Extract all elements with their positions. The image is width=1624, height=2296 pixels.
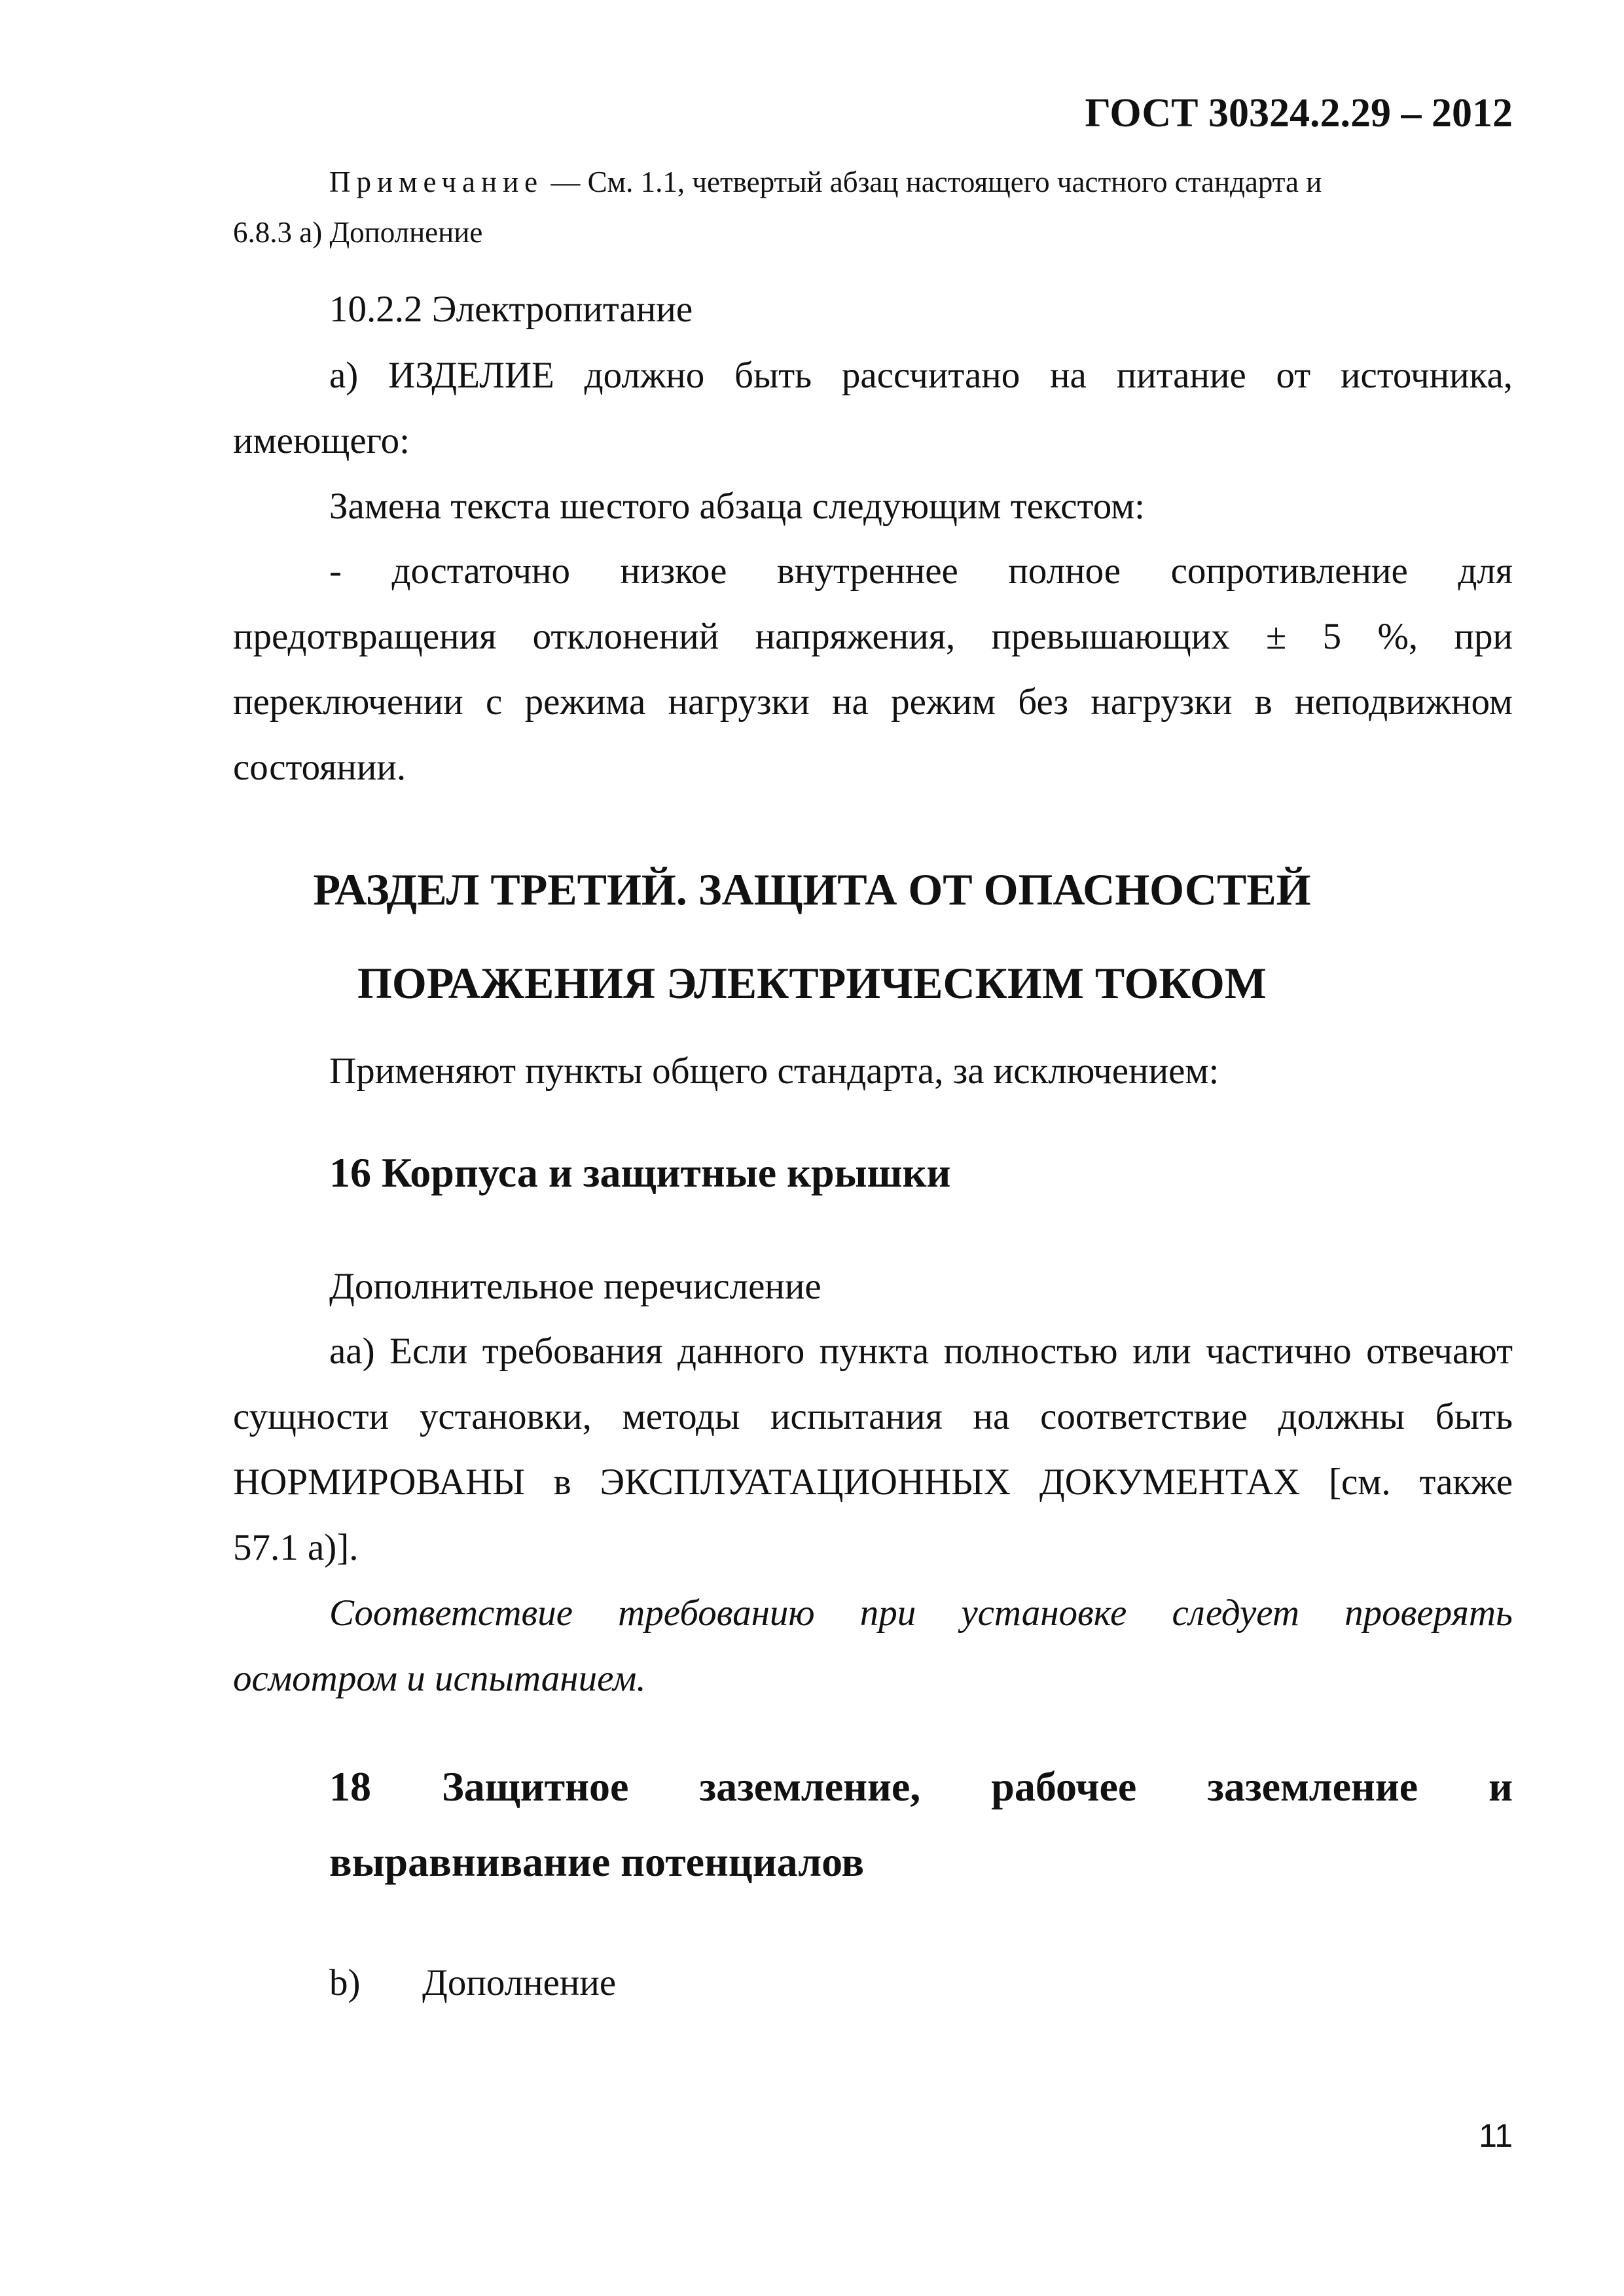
clause-18-title-line-1 xyxy=(329,1763,1513,1811)
b-text: Дополнение xyxy=(422,1962,617,2003)
item-line-2: предотвращения отклонений напряжения, превышающих ± 5 %, при xyxy=(233,616,1513,657)
clause-10-2-2-title: 10.2.2 Электропитание xyxy=(329,289,693,330)
aa-line-1: аа) Если требования данного пункта полностью или частично отвечают xyxy=(329,1331,1513,1372)
clause-16-additional: Дополнительное перечисление xyxy=(329,1266,821,1307)
aa-line-4: 57.1 а)]. xyxy=(233,1527,359,1568)
item-line-3: переключении с режима нагрузки на режим без нагрузки в неподвижном xyxy=(233,681,1513,723)
section-title-line-2: ПОРАЖЕНИЯ ЭЛЕКТРИЧЕСКИМ ТОКОМ xyxy=(357,958,1267,1008)
clause-10-2-2-a-line-1: а) ИЗДЕЛИЕ должно быть рассчитано на питание от источника, xyxy=(329,355,1513,396)
aa-line-2: сущности установки, методы испытания на соответствие должны быть xyxy=(233,1396,1513,1437)
item-line-4: состоянии. xyxy=(233,747,406,788)
section-title-line-1: РАЗДЕЛ ТРЕТИЙ. ЗАЩИТА ОТ ОПАСНОСТЕЙ xyxy=(313,865,1311,914)
clause-10-2-2-a-line-2: имеющего: xyxy=(233,420,410,461)
note-label: Примечание xyxy=(329,166,544,198)
note-line-1 xyxy=(329,154,1322,209)
clause-18-title-text: Защитное заземление, рабочее заземление и xyxy=(441,1763,1513,1810)
replace-intro: Замена текста шестого абзаца следующим текстом: xyxy=(329,486,1146,527)
compliance-line-1: Соответствие требованию при установке следует проверять xyxy=(329,1592,1513,1634)
clause-18-number: 18 xyxy=(329,1763,371,1810)
clause-16-title: 16 Корпуса и защитные крышки xyxy=(329,1149,951,1196)
clause-18-title-line-2: выравнивание потенциалов xyxy=(329,1839,865,1885)
page-number: 11 xyxy=(1479,2117,1513,2154)
aa-line-3: НОРМИРОВАНЫ в ЭКСПЛУАТАЦИОННЫХ ДОКУМЕНТАХ [см. также xyxy=(233,1462,1513,1503)
clause-18-b-item xyxy=(329,1950,616,2016)
item-line-1: - достаточно низкое внутреннее полное сопротивление для xyxy=(329,550,1513,592)
note-text: — См. 1.1, четвертый абзац настоящего частного стандарта и xyxy=(550,166,1322,198)
note-line-2: 6.8.3 а) Дополнение xyxy=(233,216,483,249)
section-intro: Применяют пункты общего стандарта, за исключением: xyxy=(329,1050,1219,1092)
document-header: ГОСТ 30324.2.29 – 2012 xyxy=(1085,91,1513,135)
compliance-line-2: осмотром и испытанием. xyxy=(233,1658,646,1699)
b-label: b) xyxy=(329,1962,361,2003)
